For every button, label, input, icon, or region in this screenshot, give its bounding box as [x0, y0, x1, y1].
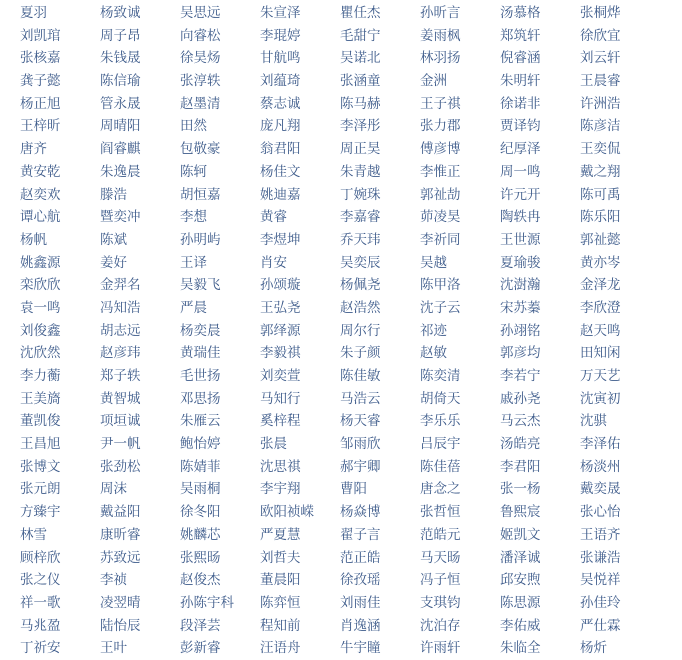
name-cell: 林雪 — [20, 526, 47, 543]
name-cell: 黄瑞佳 — [180, 345, 221, 362]
name-cell: 刘凯琯 — [20, 27, 61, 44]
name-cell: 李祯 — [100, 572, 127, 589]
name-cell: 徐冬阳 — [180, 504, 221, 521]
name-cell: 冯子恒 — [420, 572, 461, 589]
name-cell: 赵浩然 — [340, 299, 381, 316]
name-cell: 陈弈恒 — [260, 594, 301, 611]
name-cell: 沈泊存 — [420, 617, 461, 634]
name-cell: 刘哲夫 — [260, 549, 301, 566]
name-cell: 姜雨枫 — [420, 27, 461, 44]
name-cell: 纪厚泽 — [500, 141, 541, 158]
name-cell: 李欣澄 — [580, 299, 621, 316]
name-cell: 董凯俊 — [20, 413, 61, 430]
name-cell: 张力郡 — [420, 118, 461, 135]
name-cell: 宋苏蓁 — [500, 299, 541, 316]
name-cell: 陈乐阳 — [580, 209, 621, 226]
name-cell: 周沫 — [100, 481, 127, 498]
name-cell: 杨佳文 — [260, 163, 301, 180]
name-cell: 吕辰宇 — [420, 436, 461, 453]
name-cell: 陈奕清 — [420, 368, 461, 384]
name-cell: 陈可禹 — [580, 186, 621, 203]
name-cell: 沈欣然 — [20, 345, 61, 362]
name-cell: 刘奕萱 — [260, 368, 301, 384]
name-cell: 姬凯文 — [500, 526, 541, 543]
name-cell: 杨帆 — [20, 231, 47, 248]
name-cell: 毛甜宁 — [340, 27, 381, 44]
name-cell: 蔡志诚 — [260, 95, 301, 112]
name-grid — [20, 2, 660, 660]
name-cell: 周一鸣 — [500, 163, 541, 180]
name-cell: 肖逸涵 — [340, 617, 381, 634]
name-cell: 范正皓 — [340, 549, 381, 566]
name-cell: 翁君阳 — [260, 141, 301, 158]
name-cell: 陈思源 — [500, 594, 541, 611]
name-cell: 李力蘅 — [20, 368, 61, 384]
name-cell: 王译 — [180, 254, 207, 271]
name-cell: 欧阳祯嵘 — [260, 504, 314, 521]
name-cell: 张淳轶 — [180, 73, 221, 90]
name-cell: 范皓元 — [420, 526, 461, 543]
name-cell: 茆凌昊 — [420, 209, 461, 226]
name-cell: 翟子言 — [340, 526, 381, 543]
name-cell: 戴益阳 — [100, 504, 141, 521]
name-cell: 赵奕欢 — [20, 186, 61, 203]
name-cell: 王美旖 — [20, 390, 61, 407]
name-cell: 姜好 — [100, 254, 127, 271]
name-cell: 胡倚天 — [420, 390, 461, 407]
name-cell: 朱钱晟 — [100, 50, 141, 67]
name-cell: 郝宇卿 — [340, 458, 381, 475]
name-cell: 张元朗 — [20, 481, 61, 498]
name-cell: 孙昕言 — [420, 5, 461, 21]
name-cell: 刘俊鑫 — [20, 322, 61, 339]
name-cell: 张晨 — [260, 436, 287, 453]
name-cell: 吴思远 — [180, 5, 221, 21]
name-cell: 沈思祺 — [260, 458, 301, 475]
name-cell: 郑子轶 — [100, 368, 141, 384]
name-cell: 郭绎源 — [260, 322, 301, 339]
name-cell: 王子祺 — [420, 95, 461, 112]
name-cell: 陆怡辰 — [100, 617, 141, 634]
name-cell: 杨天睿 — [340, 413, 381, 430]
name-cell: 朱青越 — [340, 163, 381, 180]
name-cell: 栾欣欣 — [20, 277, 61, 294]
name-cell: 吴越 — [420, 254, 447, 271]
name-cell: 陈信瑜 — [100, 73, 141, 90]
name-cell: 王昌旭 — [20, 436, 61, 453]
name-cell: 黄智城 — [100, 390, 141, 407]
name-cell: 丁婉珠 — [340, 186, 381, 203]
name-cell: 陈轲 — [180, 163, 207, 180]
name-cell: 阎睿麒 — [100, 141, 141, 158]
name-cell: 杨佩尧 — [340, 277, 381, 294]
name-cell: 李毅祺 — [260, 345, 301, 362]
name-cell: 牛宇瞳 — [340, 640, 381, 657]
name-cell: 唐齐 — [20, 141, 47, 158]
name-cell: 胡恒嘉 — [180, 186, 221, 203]
name-cell: 彭新睿 — [180, 640, 221, 657]
name-cell: 周尔行 — [340, 322, 381, 339]
name-cell: 张博文 — [20, 458, 61, 475]
name-cell: 陈甲洛 — [420, 277, 461, 294]
name-cell: 王晨睿 — [580, 73, 621, 90]
name-cell: 李嘉睿 — [340, 209, 381, 226]
name-cell: 支琪钧 — [420, 594, 461, 611]
name-cell: 李佑威 — [500, 617, 541, 634]
name-cell: 吴毅飞 — [180, 277, 221, 294]
name-cell: 凌翌晴 — [100, 594, 141, 611]
name-cell: 李宇翔 — [260, 481, 301, 498]
name-cell: 王叶 — [100, 640, 127, 657]
name-cell: 张心怡 — [580, 504, 621, 521]
name-cell: 马兆盈 — [20, 617, 61, 634]
name-cell: 戴奕晟 — [580, 481, 621, 498]
name-cell: 庞凡翔 — [260, 118, 301, 135]
name-cell: 沈澍瀚 — [500, 277, 541, 294]
name-cell: 毛世扬 — [180, 368, 221, 384]
name-cell: 周子昂 — [100, 27, 141, 44]
name-cell: 徐孜瑶 — [340, 572, 381, 589]
name-cell: 瞿任杰 — [340, 5, 381, 21]
name-cell: 孙明屿 — [180, 231, 221, 248]
name-cell: 王弘尧 — [260, 299, 301, 316]
name-cell: 周晴阳 — [100, 118, 141, 135]
name-cell: 乔天玮 — [340, 231, 381, 248]
name-cell: 马知行 — [260, 390, 301, 407]
name-cell: 赵天鸣 — [580, 322, 621, 339]
name-cell: 金羿名 — [100, 277, 141, 294]
name-cell: 王语齐 — [580, 526, 621, 543]
name-cell: 唐念之 — [420, 481, 461, 498]
name-cell: 汪语舟 — [260, 640, 301, 657]
name-cell: 杨炘 — [580, 640, 607, 657]
name-cell: 张一杨 — [500, 481, 541, 498]
name-cell: 傅彦博 — [420, 141, 461, 158]
name-cell: 李祈同 — [420, 231, 461, 248]
name-cell: 赵彦玮 — [100, 345, 141, 362]
name-cell: 严夏慧 — [260, 526, 301, 543]
name-cell: 朱子颜 — [340, 345, 381, 362]
name-cell: 吴雨桐 — [180, 481, 221, 498]
name-cell: 肖安 — [260, 254, 287, 271]
name-cell: 张涵童 — [340, 73, 381, 90]
name-cell: 张劲松 — [100, 458, 141, 475]
name-cell: 潘泽诚 — [500, 549, 541, 566]
name-cell: 孙翊铭 — [500, 322, 541, 339]
name-cell: 徐欣宜 — [580, 27, 621, 44]
name-cell: 项垣诚 — [100, 413, 141, 430]
name-cell: 朱雁云 — [180, 413, 221, 430]
name-cell: 张核嘉 — [20, 50, 61, 67]
name-cell: 鲁熙宸 — [500, 504, 541, 521]
name-cell: 夏瑜骏 — [500, 254, 541, 271]
name-cell: 包敬豪 — [180, 141, 221, 158]
name-cell: 沈寅初 — [580, 390, 621, 407]
name-cell: 杨焱博 — [340, 504, 381, 521]
name-cell: 向睿松 — [180, 27, 221, 44]
name-cell: 尹一帆 — [100, 436, 141, 453]
name-cell: 甘航鸣 — [260, 50, 301, 67]
name-cell: 刘雨佳 — [340, 594, 381, 611]
name-cell: 滕浩 — [100, 186, 127, 203]
name-cell: 陈佳蓓 — [420, 458, 461, 475]
name-cell: 林羽扬 — [420, 50, 461, 67]
name-cell: 陈彦洁 — [580, 118, 621, 135]
name-cell: 朱逸晨 — [100, 163, 141, 180]
name-cell: 杨正旭 — [20, 95, 61, 112]
name-cell: 李乐乐 — [420, 413, 461, 430]
name-cell: 郭彦均 — [500, 345, 541, 362]
name-cell: 吴诺北 — [340, 50, 381, 67]
name-cell: 段泽芸 — [180, 617, 221, 634]
name-cell: 曹阳 — [340, 481, 367, 498]
name-cell: 姚鑫源 — [20, 254, 61, 271]
name-cell: 朱临全 — [500, 640, 541, 657]
name-cell: 金泽龙 — [580, 277, 621, 294]
name-cell: 黄睿 — [260, 209, 287, 226]
name-cell: 奚梓程 — [260, 413, 301, 430]
name-cell: 沈子云 — [420, 299, 461, 316]
name-cell: 戚孙尧 — [500, 390, 541, 407]
name-cell: 郭祉劼 — [420, 186, 461, 203]
name-cell: 邱安煦 — [500, 572, 541, 589]
name-cell: 夏羽 — [20, 5, 47, 21]
name-cell: 杨致诚 — [100, 5, 141, 21]
name-cell: 姚迪嘉 — [260, 186, 301, 203]
name-cell: 张之仪 — [20, 572, 61, 589]
name-cell: 李若宁 — [500, 368, 541, 384]
name-cell: 戴之翔 — [580, 163, 621, 180]
name-cell: 孙佳玲 — [580, 594, 621, 611]
name-cell: 王奕侃 — [580, 141, 621, 158]
name-cell: 严仕霖 — [580, 617, 621, 634]
name-cell: 李想 — [180, 209, 207, 226]
name-cell: 程知前 — [260, 617, 301, 634]
name-cell: 汤慕格 — [500, 5, 541, 21]
name-cell: 谭心航 — [20, 209, 61, 226]
name-cell: 陈佳敏 — [340, 368, 381, 384]
name-cell: 徐昊炀 — [180, 50, 221, 67]
name-cell: 苏致远 — [100, 549, 141, 566]
name-cell: 严晨 — [180, 299, 207, 316]
name-cell: 丁祈安 — [20, 640, 61, 657]
name-cell: 朱宣泽 — [260, 5, 301, 21]
name-cell: 郑筑轩 — [500, 27, 541, 44]
name-cell: 管永晟 — [100, 95, 141, 112]
name-cell: 周正昊 — [340, 141, 381, 158]
name-cell: 许洲浩 — [580, 95, 621, 112]
name-cell: 董晨阳 — [260, 572, 301, 589]
name-cell: 贾译钧 — [500, 118, 541, 135]
name-cell: 邹雨欣 — [340, 436, 381, 453]
name-cell: 陈斌 — [100, 231, 127, 248]
name-cell: 张熙旸 — [180, 549, 221, 566]
name-cell: 康昕睿 — [100, 526, 141, 543]
name-cell: 孙颂璇 — [260, 277, 301, 294]
name-cell: 暨奕冲 — [100, 209, 141, 226]
name-cell: 赵俊杰 — [180, 572, 221, 589]
name-cell: 马云杰 — [500, 413, 541, 430]
name-cell: 胡志远 — [100, 322, 141, 339]
name-cell: 沈骐 — [580, 413, 607, 430]
name-cell: 刘云轩 — [580, 50, 621, 67]
name-cell: 赵墨清 — [180, 95, 221, 112]
name-cell: 马浩云 — [340, 390, 381, 407]
name-cell: 黄安乾 — [20, 163, 61, 180]
name-cell: 万天艺 — [580, 368, 621, 384]
name-cell: 顾梓欣 — [20, 549, 61, 566]
name-cell: 朱明轩 — [500, 73, 541, 90]
name-cell: 汤皓亮 — [500, 436, 541, 453]
name-cell: 赵敏 — [420, 345, 447, 362]
name-cell: 徐诺非 — [500, 95, 541, 112]
name-cell: 吴悦祥 — [580, 572, 621, 589]
name-cell: 张桐烨 — [580, 5, 621, 21]
name-cell: 方臻宇 — [20, 504, 61, 521]
name-cell: 黄亦岑 — [580, 254, 621, 271]
name-cell: 杨淡州 — [580, 458, 621, 475]
name-cell: 金洲 — [420, 73, 447, 90]
name-cell: 李泽佑 — [580, 436, 621, 453]
name-cell: 郭祉懿 — [580, 231, 621, 248]
name-cell: 倪睿涵 — [500, 50, 541, 67]
name-cell: 陶轶冉 — [500, 209, 541, 226]
name-cell: 李泽彤 — [340, 118, 381, 135]
name-cell: 龚子懿 — [20, 73, 61, 90]
name-cell: 田知闲 — [580, 345, 621, 362]
name-cell: 鲍怡婷 — [180, 436, 221, 453]
name-cell: 吴奕辰 — [340, 254, 381, 271]
name-cell: 邓思扬 — [180, 390, 221, 407]
name-cell: 孙陈宇科 — [180, 594, 234, 611]
name-cell: 刘蕴琦 — [260, 73, 301, 90]
name-cell: 张哲恒 — [420, 504, 461, 521]
name-cell: 冯知浩 — [100, 299, 141, 316]
name-cell: 陈婧菲 — [180, 458, 221, 475]
name-cell: 田然 — [180, 118, 207, 135]
name-cell: 袁一鸣 — [20, 299, 61, 316]
name-cell: 许元开 — [500, 186, 541, 203]
name-cell: 姚麟芯 — [180, 526, 221, 543]
name-cell: 李君阳 — [500, 458, 541, 475]
name-cell: 王梓昕 — [20, 118, 61, 135]
name-cell: 张谦浩 — [580, 549, 621, 566]
name-cell: 许雨轩 — [420, 640, 461, 657]
name-cell: 杨奕晨 — [180, 322, 221, 339]
name-cell: 祁迹 — [420, 322, 447, 339]
name-cell: 马天旸 — [420, 549, 461, 566]
name-cell: 陈马赫 — [340, 95, 381, 112]
name-cell: 李琨婷 — [260, 27, 301, 44]
name-cell: 李煜坤 — [260, 231, 301, 248]
name-cell: 李惟正 — [420, 163, 461, 180]
name-cell: 祥一歌 — [20, 594, 61, 611]
name-cell: 王世源 — [500, 231, 541, 248]
